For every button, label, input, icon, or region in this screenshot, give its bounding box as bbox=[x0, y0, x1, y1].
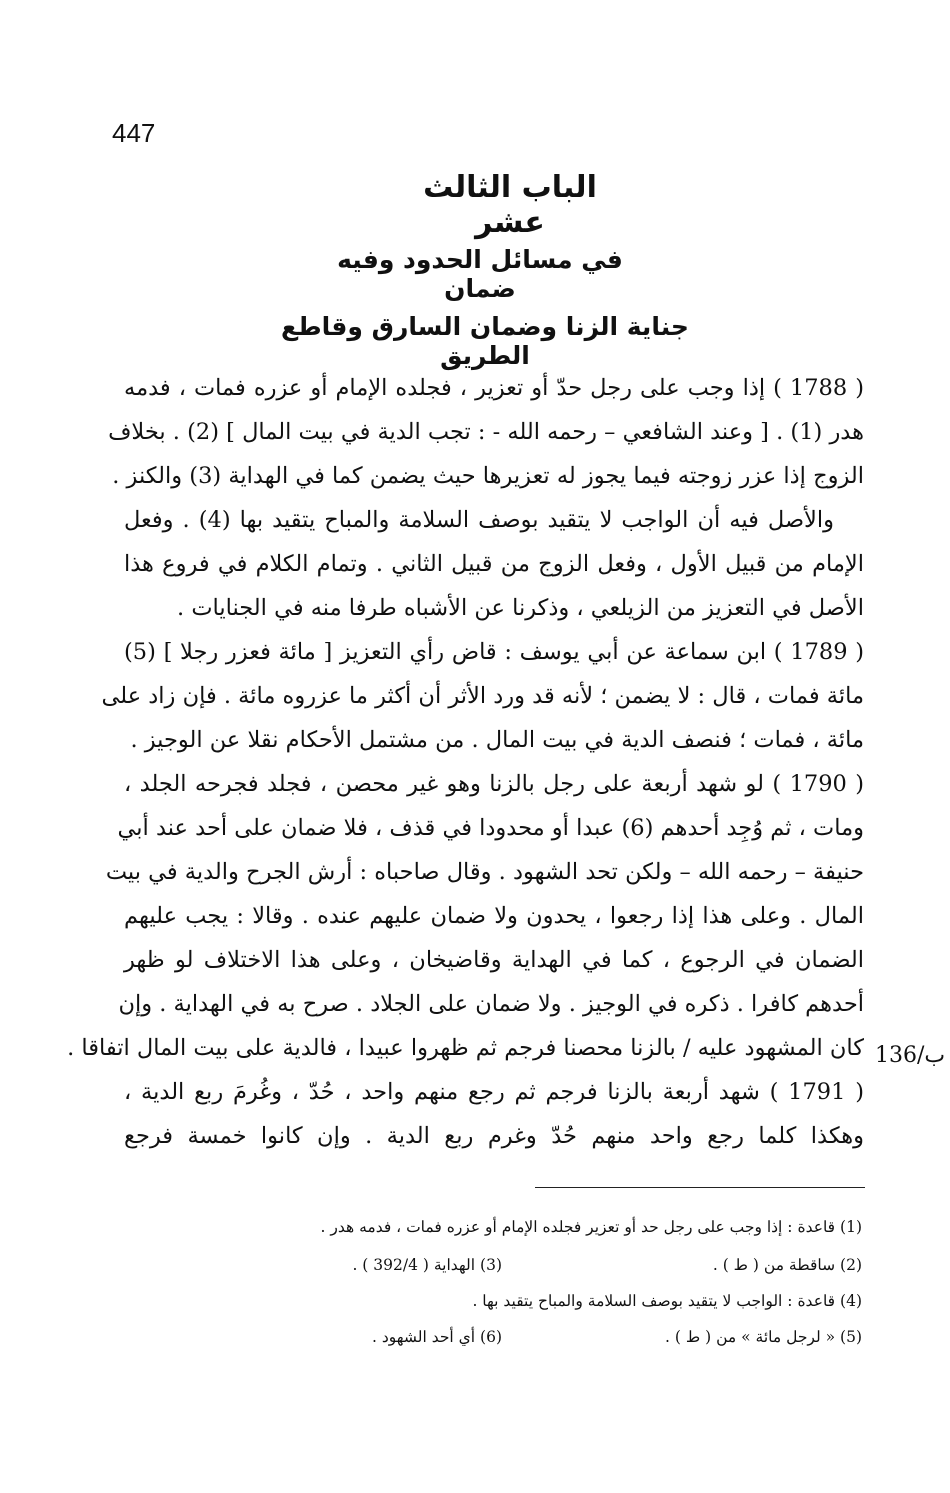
paragraph-principle bbox=[124, 498, 864, 630]
footnote-6: (6) أي أحد الشهود . bbox=[372, 1328, 502, 1346]
text-line: أحدهم كافرا . ذكره في الوجيز . ولا ضمان على الجلاد . صرح به في الهداية . وإن bbox=[118, 991, 864, 1017]
text-line: مائة ، فمات ؛ فنصف الدية في بيت المال . من مشتمل الأحكام نقلا عن الوجيز . bbox=[130, 727, 864, 753]
text-line: الضمان في الرجوع ، كما في الهداية وقاضيخان ، وعلى هذا الاختلاف لو ظهر bbox=[124, 947, 864, 973]
paragraph-1790 bbox=[67, 762, 864, 1070]
footnote-4: (4) قاعدة : الواجب لا يتقيد بوصف السلامة والمباح يتقيد بها . bbox=[472, 1292, 862, 1310]
text-line: هدر (1) . [ وعند الشافعي – رحمه الله - : تجب الدية في بيت المال ] (2) . بخلاف bbox=[108, 419, 864, 445]
text-line: وهكذا كلما رجع واحد منهم حُدّ وغرم ربع الدية . وإن كانوا خمسة فرجع bbox=[124, 1123, 864, 1149]
text-line: الزوج إذا عزر زوجته فيما يجوز له تعزيرها حيث يضمن كما في الهداية (3) والكنز . bbox=[112, 463, 864, 489]
text-line: ومات ، ثم وُجِد أحدهم (6) عبدا أو محدودا في قذف ، فلا ضمان على أحد عند أبي bbox=[117, 815, 864, 841]
paragraph-1791 bbox=[124, 1070, 864, 1158]
text-line: الأصل في التعزيز من الزيلعي ، وذكرنا عن الأشباه طرفا منه في الجنايات . bbox=[177, 595, 864, 621]
page-number: 447 bbox=[112, 118, 156, 148]
text-line: ( 1791 ) شهد أربعة بالزنا فرجم ثم رجع منهم واحد ، حُدّ ، وغُرمَ ربع الدية ، bbox=[124, 1079, 865, 1105]
footnote-separator bbox=[535, 1187, 865, 1188]
chapter-heading: الباب الثالث عشر bbox=[423, 170, 597, 240]
text-line: حنيفة – رحمه الله – ولكن تحد الشهود . وقال صاحباه : أرش الجرح والدية في بيت bbox=[105, 859, 864, 885]
main-text bbox=[67, 366, 865, 1158]
footnote-3: (3) الهداية ( 392/4 ) . bbox=[352, 1256, 502, 1274]
text-line: والأصل فيه أن الواجب لا يتقيد بوصف السلامة والمباح يتقيد بها (4) . وفعل bbox=[124, 507, 834, 533]
text-line: ( 1789 ) ابن سماعة عن أبي يوسف : قاض رأي التعزيز [ مائة فعزر رجلا ] (5) bbox=[124, 639, 865, 665]
text-line: الإمام من قبيل الأول ، وفعل الزوج من قبيل الثاني . وتمام الكلام في فروع هذا bbox=[124, 551, 864, 577]
footnote-2: (2) ساقطة من ( ط ) . bbox=[712, 1256, 862, 1274]
text-line: مائة فمات ، قال : لا يضمن ؛ لأنه قد ورد الأثر أن أكثر ما عزروه مائة . فإن زاد على bbox=[101, 683, 864, 709]
text-line: المال . وعلى هذا إذا رجعوا ، يحدون ولا ضمان عليهم عنده . وقالا : يجب عليهم bbox=[124, 903, 864, 929]
section-heading: جناية الزنا وضمان السارق وقاطع الطريق bbox=[281, 312, 689, 370]
text-line: كان المشهود عليه / بالزنا محصنا فرجم ثم ظهروا عبيدا ، فالدية على بيت المال اتفاقا . bbox=[67, 1035, 864, 1061]
footnote-1: (1) قاعدة : إذا وجب على رجل حد أو تعزير فجلده الإمام أو عزره فمات ، فدمه هدر . bbox=[320, 1218, 862, 1236]
footnote-5: (5) « لرجل مائة » من ( ط ) . bbox=[665, 1328, 862, 1346]
text-line: ( 1788 ) إذا وجب على رجل حدّ أو تعزير ، فجلده الإمام أو عزره فمات ، فدمه bbox=[124, 375, 864, 401]
manuscript-folio-marker: 136/ب bbox=[875, 1043, 946, 1068]
chapter-subtitle: في مسائل الحدود وفيه ضمان bbox=[337, 245, 623, 303]
paragraph-1788 bbox=[108, 366, 864, 498]
text-line: ( 1790 ) لو شهد أربعة على رجل بالزنا وهو غير محصن ، فجلد فجرحه الجلد ، bbox=[124, 771, 864, 797]
paragraph-1789 bbox=[101, 630, 865, 762]
